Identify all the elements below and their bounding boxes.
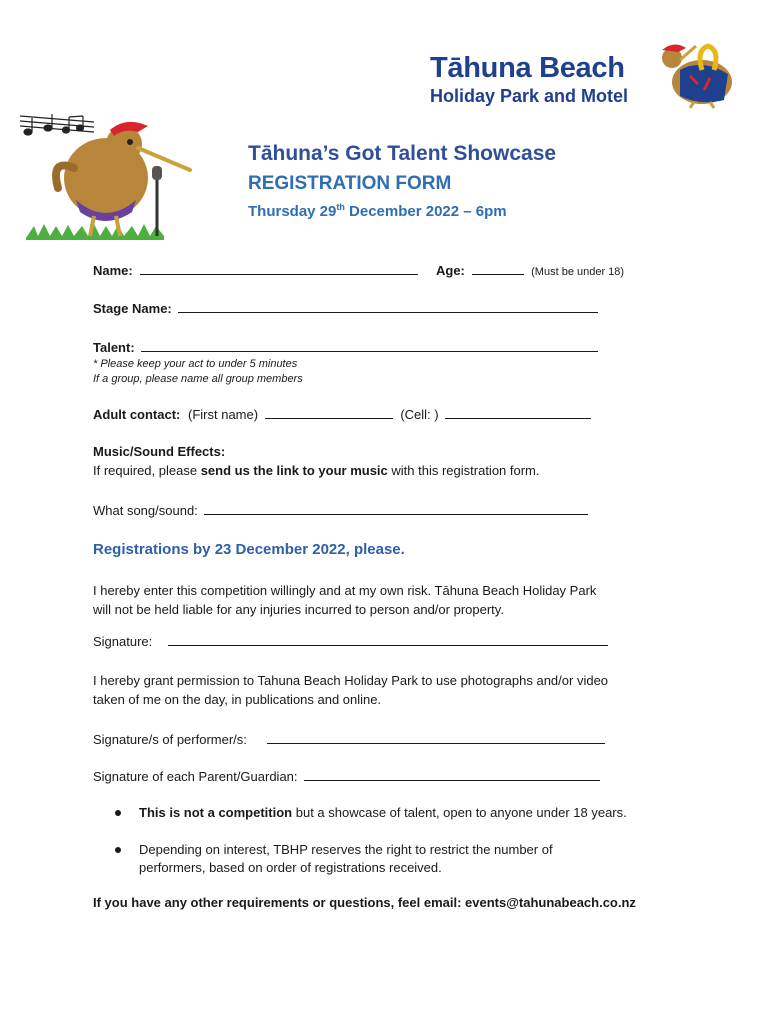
music-link-emphasis: send us the link to your music	[200, 463, 388, 478]
form-subtitle: REGISTRATION FORM	[248, 173, 452, 194]
music-notes-icon	[20, 114, 94, 135]
name-row	[93, 262, 624, 278]
performer-signature-row	[93, 731, 605, 747]
talent-label: Talent:	[93, 340, 135, 355]
bullet-restriction	[139, 841, 679, 877]
music-heading: Music/Sound Effects:	[93, 444, 226, 459]
talent-field[interactable]	[141, 339, 598, 352]
talent-note-time: * Please keep your act to under 5 minutes	[93, 358, 298, 370]
talent-note-group: If a group, please name all group members	[93, 373, 303, 385]
performer-signature-label: Signature/s of performer/s:	[93, 732, 247, 747]
age-field[interactable]	[472, 262, 524, 275]
adult-contact-label: Adult contact:	[93, 407, 181, 422]
restriction-line-1: Depending on interest, TBHP reserves the right to restrict the number of	[139, 842, 553, 857]
waiver-signature-row	[93, 633, 608, 649]
music-post: with this registration form.	[387, 463, 540, 478]
age-label: Age:	[436, 263, 465, 278]
restriction-line-2: performers, based on order of registrations received.	[139, 860, 442, 875]
stage-name-label: Stage Name:	[93, 301, 172, 316]
brand-tagline: Holiday Park and Motel	[430, 86, 629, 106]
bullet-icon	[115, 847, 121, 853]
kiwi-singer-illustration	[14, 108, 204, 243]
first-name-field[interactable]	[265, 406, 393, 419]
parent-signature-label: Signature of each Parent/Guardian:	[93, 769, 298, 784]
not-competition-emphasis: This is not a competition	[139, 805, 293, 820]
registration-deadline: Registrations by 23 December 2022, please.	[93, 541, 405, 558]
age-note: (Must be under 18)	[531, 266, 625, 278]
signature-label: Signature:	[93, 634, 153, 649]
not-competition-rest: but a showcase of talent, open to anyone under 18 years.	[292, 805, 627, 820]
event-date	[248, 202, 507, 220]
signature-field[interactable]	[168, 633, 608, 646]
waiver-text	[93, 581, 673, 619]
stage-name-field[interactable]	[178, 300, 598, 313]
waiver-line-2: will not be held liable for any injuries incurred to person and/or property.	[93, 602, 504, 617]
song-label: What song/sound:	[93, 503, 198, 518]
music-instructions	[93, 463, 540, 478]
kiwi-logo-icon	[650, 40, 745, 110]
performer-signature-field[interactable]	[267, 731, 605, 744]
contact-email-note: If you have any other requirements or questions, feel email: events@tahunabeach.co.nz	[93, 895, 636, 910]
bullet-not-competition	[139, 804, 679, 822]
stage-name-row	[93, 300, 598, 316]
parent-signature-field[interactable]	[304, 768, 600, 781]
music-pre: If required, please	[93, 463, 201, 478]
adult-contact-row	[93, 406, 591, 422]
permission-line-1: I hereby grant permission to Tahuna Beach Holiday Park to use photographs and/or video	[93, 673, 609, 688]
name-field[interactable]	[140, 262, 418, 275]
date-suffix: December 2022 – 6pm	[344, 203, 507, 220]
permission-text	[93, 671, 673, 709]
talent-row	[93, 339, 598, 355]
date-prefix: Thursday 29	[248, 203, 337, 220]
song-field[interactable]	[204, 502, 588, 515]
name-label: Name:	[93, 263, 133, 278]
song-row	[93, 502, 588, 518]
parent-signature-row	[93, 768, 600, 784]
first-name-label: (First name)	[188, 407, 259, 422]
cell-label: (Cell: )	[400, 407, 439, 422]
bullet-icon	[115, 810, 121, 816]
date-sup: th	[336, 202, 345, 212]
cell-field[interactable]	[445, 406, 591, 419]
brand-name: Tāhuna Beach	[430, 52, 625, 84]
waiver-line-1: I hereby enter this competition willingly and at my own risk. Tāhuna Beach Holiday Park	[93, 583, 597, 598]
event-title: Tāhuna’s Got Talent Showcase	[248, 142, 557, 165]
permission-line-2: taken of me on the day, in publications and online.	[93, 692, 382, 707]
